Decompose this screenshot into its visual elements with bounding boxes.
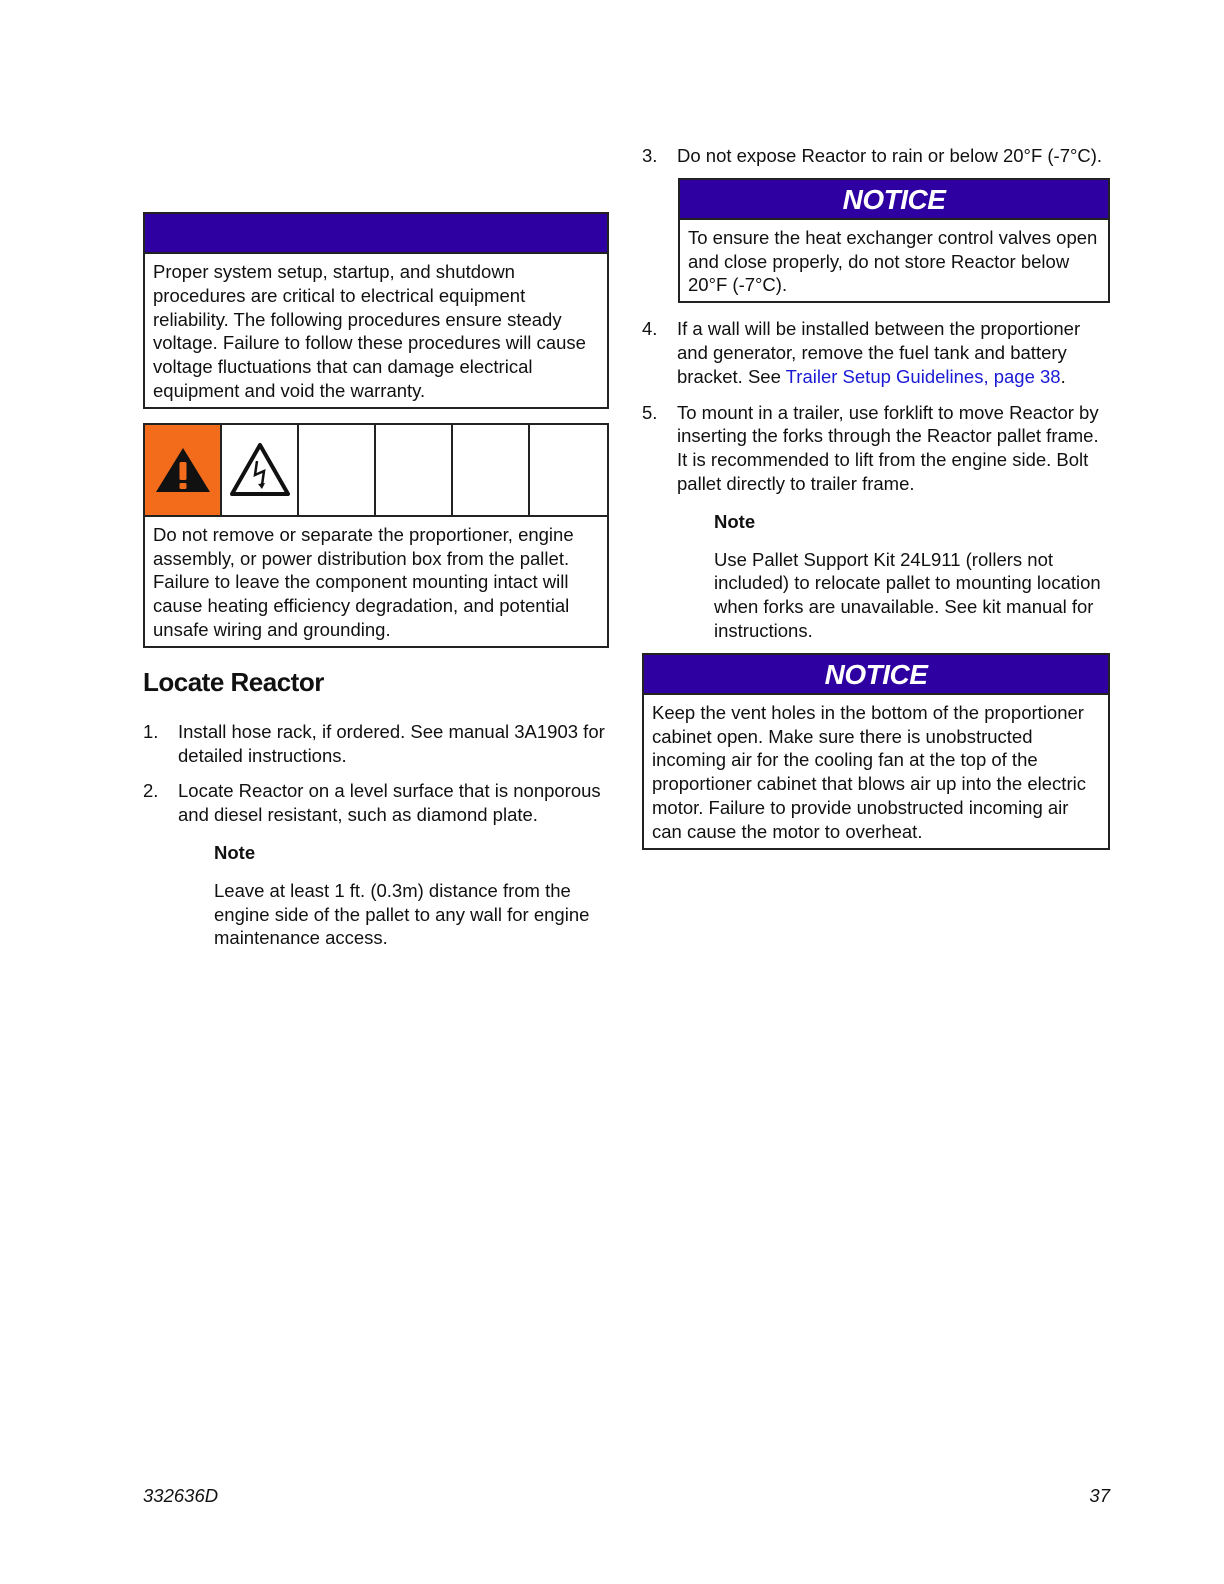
notice-title: NOTICE	[644, 655, 1108, 695]
step-1	[143, 720, 609, 768]
notice-body: Keep the vent holes in the bottom of the proportioner cabinet open. Make sure there is unobstructed incoming air for the cooling fan at the top of the proportioner cabinet that blows air up into the electric motor. Failure to provide unobstructed incoming air can cause the motor to overheat.	[652, 701, 1086, 842]
step-3	[642, 144, 1110, 168]
step-text-end: .	[1060, 365, 1066, 387]
notice-box	[642, 653, 1110, 850]
trailer-setup-link[interactable]: Trailer Setup Guidelines, page 38	[785, 365, 1061, 387]
empty-icon-cell	[376, 425, 453, 515]
step-number: 1.	[143, 720, 159, 742]
electric-shock-icon	[222, 425, 299, 515]
section-title: Locate Reactor	[143, 666, 324, 697]
step-number: 4.	[642, 318, 658, 340]
step-5	[642, 401, 1110, 496]
warning-icon-row	[145, 425, 607, 517]
caution-header-band	[145, 214, 607, 254]
warning-body: Do not remove or separate the proportioner, engine assembly, or power distribution box from the pallet. Failure to leave the component mounting intact will cause heating efficiency degradation, and potential unsafe wiring and grounding.	[153, 523, 574, 640]
step-text: To mount in a trailer, use forklift to move Reactor by inserting the forks through the Reactor pallet frame. It is recommended to lift from the engine side. Bolt pallet directly to trailer frame.	[677, 401, 1099, 494]
step-text: Do not expose Reactor to rain or below 20°F (-7°C).	[677, 145, 1103, 166]
step-number: 5.	[642, 401, 658, 423]
notice-box	[678, 178, 1110, 303]
empty-icon-cell	[299, 425, 376, 515]
note-text: Use Pallet Support Kit 24L911 (rollers not included) to relocate pallet to mounting location when forks are unavailable. See kit manual for instructions.	[714, 548, 1101, 641]
caution-body: Proper system setup, startup, and shutdown procedures are critical to electrical equipment reliability. The following procedures ensure steady voltage. Failure to follow these procedures will cause voltage fluctuations that can damage electrical equipment and void the warranty.	[153, 261, 586, 401]
empty-icon-cell	[453, 425, 530, 515]
notice-title: NOTICE	[680, 180, 1108, 220]
step-text: If a wall will be installed between the proportioner and generator, remove the fuel tank and battery bracket. See	[677, 318, 1081, 387]
caution-box	[143, 212, 609, 409]
step-text: Locate Reactor on a level surface that is nonporous and diesel resistant, such as diamond plate.	[178, 780, 601, 826]
right-column	[642, 144, 1110, 850]
note-text: Leave at least 1 ft. (0.3m) distance from the engine side of the pallet to any wall for engine maintenance access.	[214, 879, 590, 949]
warning-triangle-icon	[145, 425, 222, 515]
footer-doc-number: 332636D	[143, 1485, 219, 1506]
left-column	[143, 212, 609, 950]
step-2	[143, 779, 609, 827]
note-title: Note	[214, 841, 256, 863]
notice-body: To ensure the heat exchanger control valves open and close properly, do not store Reactor below 20°F (-7°C).	[688, 226, 1098, 296]
footer-page-number: 37	[1089, 1485, 1110, 1506]
step-4	[642, 317, 1110, 388]
step-text: Install hose rack, if ordered. See manual 3A1903 for detailed instructions.	[178, 720, 605, 766]
note-title: Note	[714, 510, 756, 532]
step-number: 2.	[143, 780, 159, 802]
empty-icon-cell	[530, 425, 607, 515]
warning-box	[143, 423, 609, 648]
step-number: 3.	[642, 145, 658, 166]
